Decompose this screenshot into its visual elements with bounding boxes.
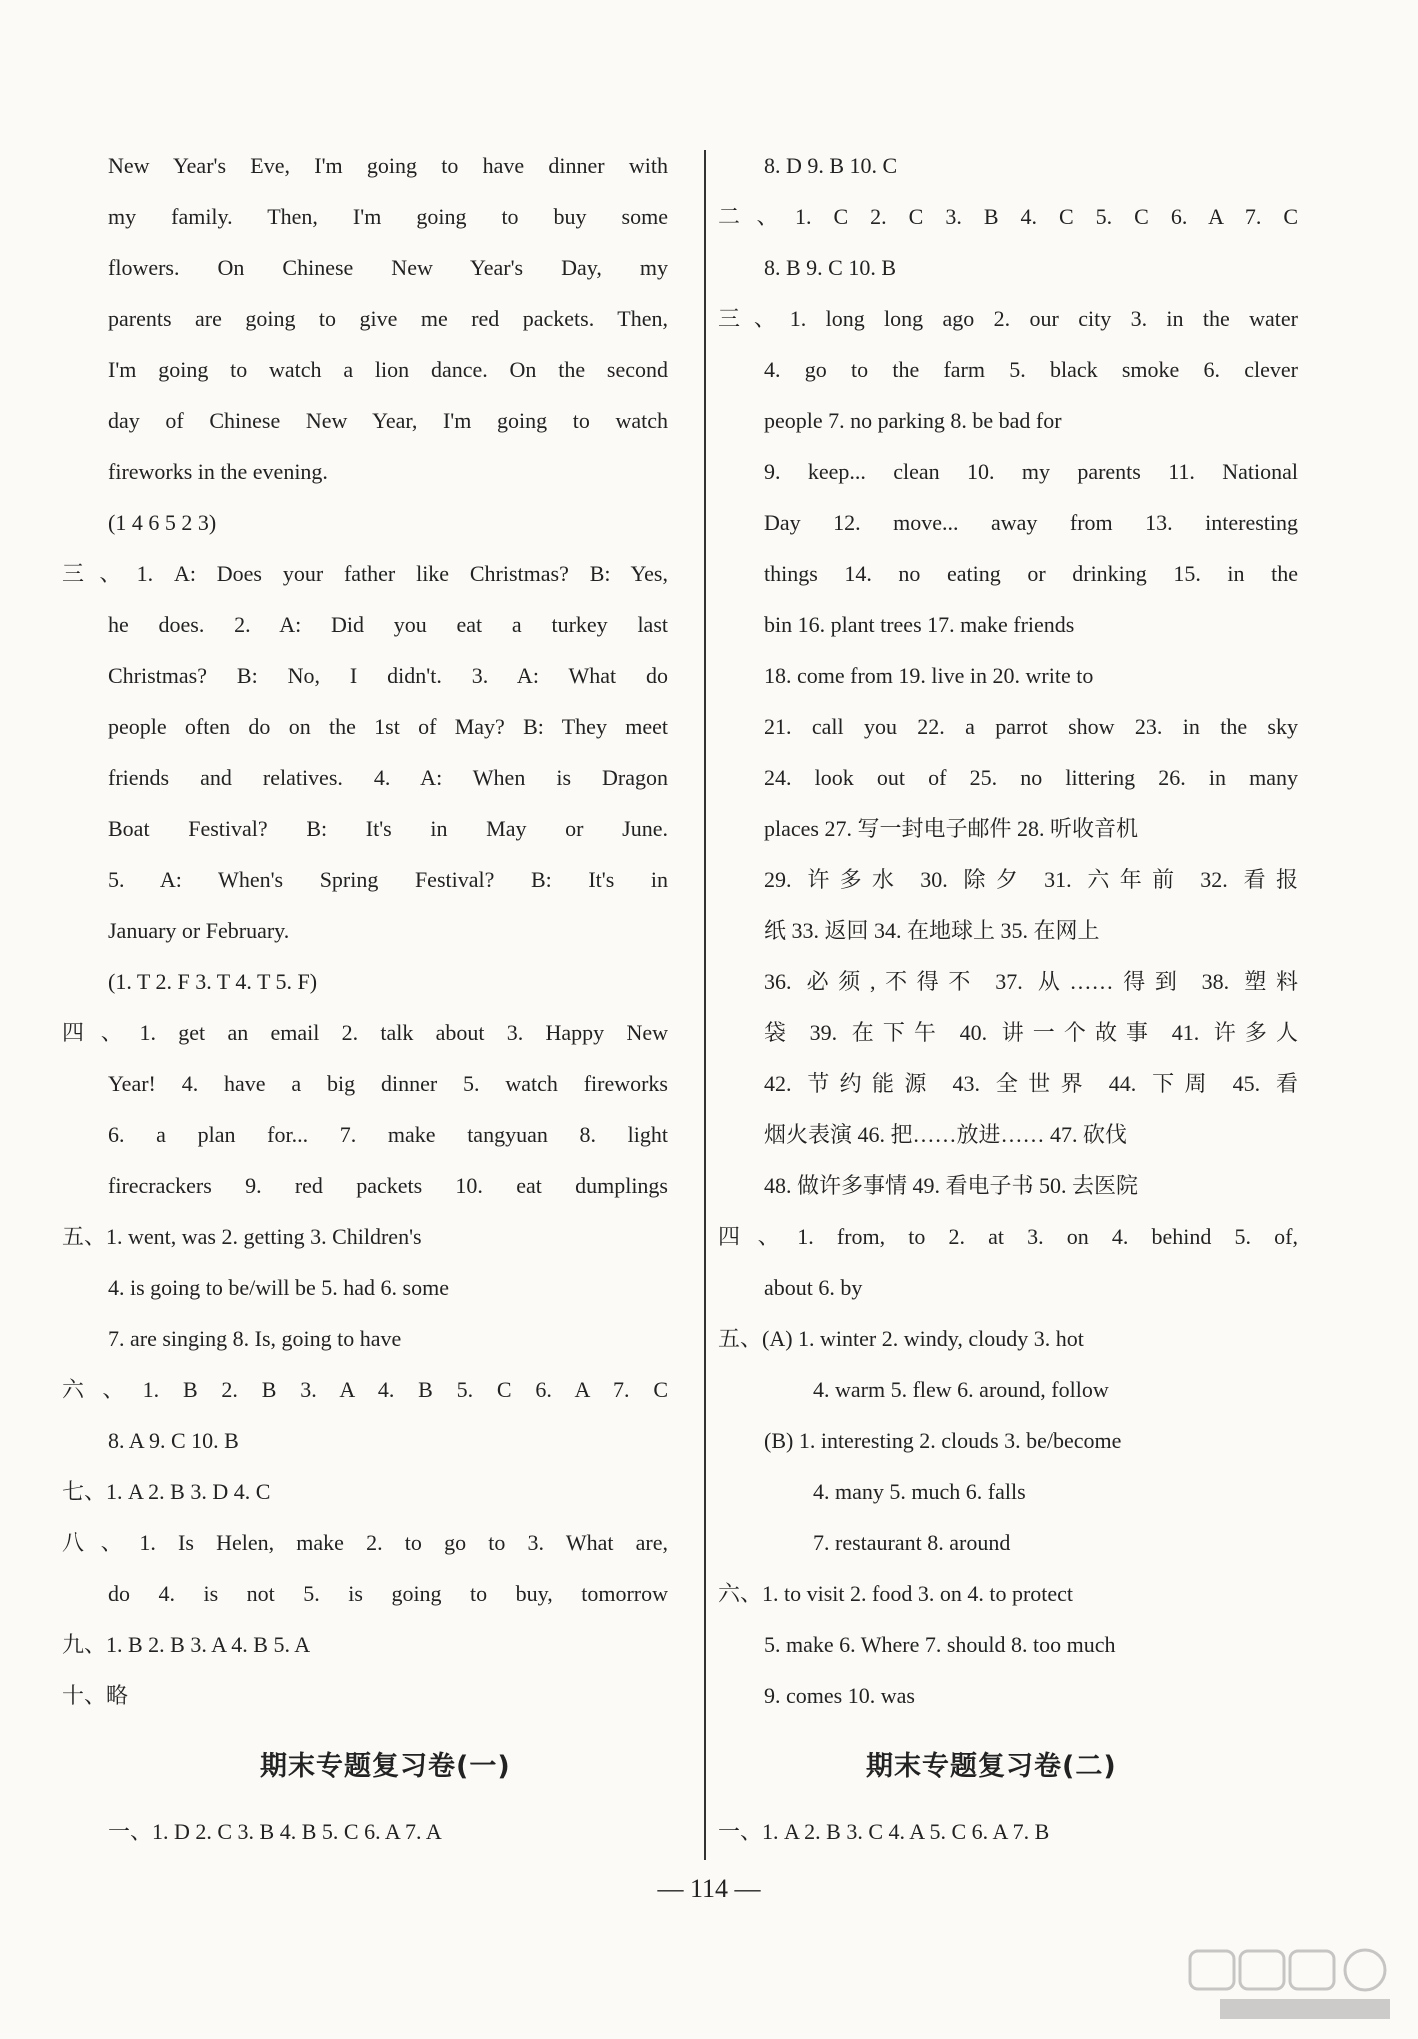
answer-line: 36. 必须,不得不 37. 从……得到 38. 塑料 <box>764 969 1298 994</box>
section-line: 十、略 <box>62 1683 129 1708</box>
section-line: 二、1. C 2. C 3. B 4. C 5. C 6. A 7. C <box>718 204 1298 229</box>
answer-line: 8. B 9. C 10. B <box>764 255 897 280</box>
answer-line: (1. T 2. F 3. T 4. T 5. F) <box>108 969 318 994</box>
answer-line: 6. a plan for... 7. make tangyuan 8. light <box>108 1122 668 1147</box>
answer-line: New Year's Eve, I'm going to have dinner with <box>108 153 668 178</box>
answer-line: January or February. <box>108 918 290 943</box>
answer-line: 48. 做许多事情 49. 看电子书 50. 去医院 <box>764 1173 1139 1198</box>
section-line: 五、(A) 1. winter 2. windy, cloudy 3. hot <box>718 1326 1084 1351</box>
column-divider <box>704 150 706 1860</box>
section-line: 八、1. Is Helen, make 2. to go to 3. What are, <box>62 1530 668 1555</box>
answer-line: 烟火表演 46. 把……放进…… 47. 砍伐 <box>764 1122 1128 1147</box>
answer-line: day of Chinese New Year, I'm going to watch <box>108 408 668 433</box>
answer-line: 18. come from 19. live in 20. write to <box>764 663 1094 688</box>
answer-line: flowers. On Chinese New Year's Day, my <box>108 255 668 280</box>
answer-line: 42. 节约能源 43. 全世界 44. 下周 45. 看 <box>764 1071 1298 1096</box>
answer-line: 24. look out of 25. no littering 26. in many <box>764 765 1298 790</box>
answer-line: 一、1. A 2. B 3. C 4. A 5. C 6. A 7. B <box>718 1819 1050 1844</box>
answer-line: he does. 2. A: Did you eat a turkey last <box>108 612 668 637</box>
answer-line: 一、1. D 2. C 3. B 4. B 5. C 6. A 7. A <box>108 1819 442 1844</box>
answer-line: my family. Then, I'm going to buy some <box>108 204 668 229</box>
answer-line: parents are going to give me red packets. Then, <box>108 306 668 331</box>
answer-line: (B) 1. interesting 2. clouds 3. be/become <box>764 1428 1122 1453</box>
answer-line: do 4. is not 5. is going to buy, tomorrow <box>108 1581 668 1606</box>
answer-line: 4. warm 5. flew 6. around, follow <box>813 1377 1109 1402</box>
answer-line: 8. D 9. B 10. C <box>764 153 898 178</box>
section-line: 四、1. from, to 2. at 3. on 4. behind 5. of, <box>718 1224 1298 1249</box>
section-title-review-2: 期末专题复习卷(二) <box>866 1751 1117 1782</box>
answer-line: (1 4 6 5 2 3) <box>108 510 217 535</box>
answer-line: 21. call you 22. a parrot show 23. in the sky <box>764 714 1298 739</box>
section-line: 六、1. B 2. B 3. A 4. B 5. C 6. A 7. C <box>62 1377 668 1402</box>
answer-line: people often do on the 1st of May? B: They meet <box>108 714 668 739</box>
section-line: 三、1. A: Does your father like Christmas? B: Yes, <box>62 561 668 586</box>
watermark-logo <box>1180 1945 1400 2025</box>
section-line: 三、1. long long ago 2. our city 3. in the water <box>718 306 1298 331</box>
answer-line: 7. restaurant 8. around <box>813 1530 1011 1555</box>
answer-line: 4. is going to be/will be 5. had 6. some <box>108 1275 449 1300</box>
answer-line: I'm going to watch a lion dance. On the second <box>108 357 668 382</box>
answer-line: bin 16. plant trees 17. make friends <box>764 612 1075 637</box>
right-column <box>718 140 1298 1721</box>
answer-line: 4. many 5. much 6. falls <box>813 1479 1026 1504</box>
section-line: 四、1. get an email 2. talk about 3. Happy New <box>62 1020 668 1045</box>
page-number: — 114 — <box>657 1874 761 1903</box>
left-column <box>62 140 668 1721</box>
answer-line: 29. 许多水 30. 除夕 31. 六年前 32. 看报 <box>764 867 1298 892</box>
section-line: 五、1. went, was 2. getting 3. Children's <box>62 1224 422 1249</box>
answer-line: Boat Festival? B: It's in May or June. <box>108 816 668 841</box>
answer-line: Year! 4. have a big dinner 5. watch fireworks <box>108 1071 668 1096</box>
section-line: 七、1. A 2. B 3. D 4. C <box>62 1479 271 1504</box>
answer-line: Christmas? B: No, I didn't. 3. A: What do <box>108 663 668 688</box>
answer-line: 8. A 9. C 10. B <box>108 1428 239 1453</box>
answer-line: firecrackers 9. red packets 10. eat dumplings <box>108 1173 668 1198</box>
answer-line: things 14. no eating or drinking 15. in the <box>764 561 1298 586</box>
answer-line: friends and relatives. 4. A: When is Dragon <box>108 765 668 790</box>
answer-line: people 7. no parking 8. be bad for <box>764 408 1062 433</box>
answer-line: places 27. 写一封电子邮件 28. 听收音机 <box>764 816 1138 841</box>
section-line: 六、1. to visit 2. food 3. on 4. to protect <box>718 1581 1074 1606</box>
answer-line: 袋 39. 在下午 40. 讲一个故事 41. 许多人 <box>764 1020 1298 1045</box>
answer-line: 7. are singing 8. Is, going to have <box>108 1326 402 1351</box>
answer-line: 5. make 6. Where 7. should 8. too much <box>764 1632 1116 1657</box>
section-title-review-1: 期末专题复习卷(一) <box>260 1751 511 1782</box>
section-line: 九、1. B 2. B 3. A 4. B 5. A <box>62 1632 311 1657</box>
answer-line: 纸 33. 返回 34. 在地球上 35. 在网上 <box>764 918 1100 943</box>
answer-line: 5. A: When's Spring Festival? B: It's in <box>108 867 668 892</box>
answer-line: fireworks in the evening. <box>108 459 328 484</box>
answer-line: 4. go to the farm 5. black smoke 6. clever <box>764 357 1298 382</box>
answer-line: 9. comes 10. was <box>764 1683 915 1708</box>
answer-line: Day 12. move... away from 13. interesting <box>764 510 1298 535</box>
answer-line: 9. keep... clean 10. my parents 11. National <box>764 459 1298 484</box>
answer-line: about 6. by <box>764 1275 863 1300</box>
